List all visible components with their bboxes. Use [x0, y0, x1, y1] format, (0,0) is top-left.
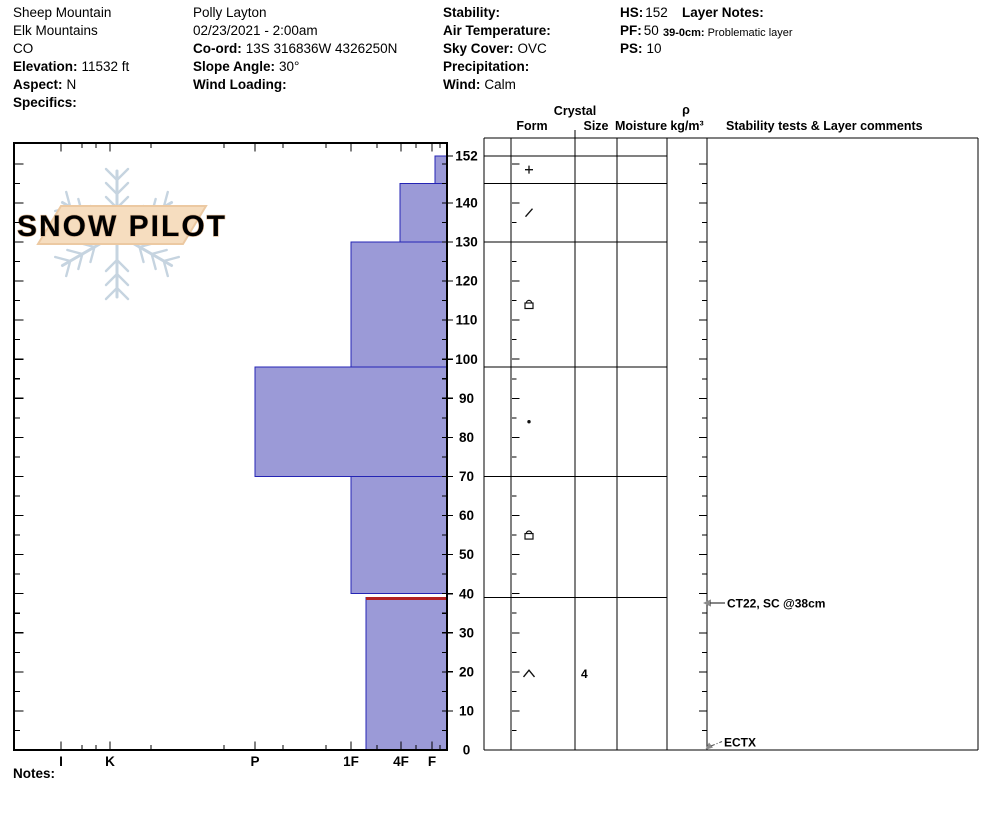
snow-depth-header: [620, 4, 668, 58]
hardness-tick-label: P: [250, 754, 260, 769]
grain-fcxr-icon: [525, 303, 533, 309]
layer-note-line: [663, 24, 793, 42]
sky-cover-label: Sky Cover:: [443, 41, 514, 56]
sky-cover-value: OVC: [517, 41, 547, 56]
slope-angle-value: 30°: [279, 59, 300, 74]
crystal-group-header: Crystal: [553, 104, 597, 118]
observation-datetime: 02/23/2021 - 2:00am: [193, 23, 318, 38]
layer-table-grid: [484, 130, 978, 750]
mountain-range: Elk Mountains: [13, 23, 98, 38]
snow-layer-bars: [255, 156, 447, 750]
hs-label: HS:: [620, 5, 644, 20]
pf-label: PF:: [620, 23, 642, 38]
layer-notes-label: Layer Notes:: [682, 5, 764, 20]
coord-value: 13S 316836W 4326250N: [245, 41, 398, 56]
snow-profile-chart: [0, 130, 994, 790]
specifics-label: Specifics:: [13, 95, 77, 110]
depth-tick-label: 0: [462, 742, 471, 758]
stability-test-annotations: [703, 596, 825, 750]
depth-tick-label: 140: [455, 195, 478, 211]
aspect-label: Aspect:: [13, 77, 63, 92]
hardness-tick-label: 1F: [343, 754, 359, 769]
depth-tick-label: 90: [458, 390, 475, 406]
depth-tick-label: 130: [455, 234, 478, 250]
form-column-header: Form: [516, 119, 548, 133]
notes-label: Notes:: [13, 766, 56, 781]
grain-fcxr-icon: [525, 534, 533, 540]
snow-layer-bar: [351, 476, 447, 593]
hardness-tick-label: 4F: [393, 754, 409, 769]
hardness-tick-label: I: [59, 754, 63, 769]
depth-tick-label: 50: [458, 547, 475, 563]
layer-note-range: 39-0cm:: [663, 27, 705, 39]
elevation-label: Elevation:: [13, 59, 78, 74]
density-units-header: kg/m³: [670, 119, 704, 133]
elevation-value: 11532 ft: [81, 59, 130, 74]
comments-column-header: Stability tests & Layer comments: [726, 119, 923, 133]
slope-angle-label: Slope Angle:: [193, 59, 276, 74]
hardness-tick-label: K: [105, 754, 115, 769]
aspect-value: N: [66, 77, 77, 92]
depth-tick-label: 40: [458, 586, 475, 602]
state: CO: [13, 41, 34, 56]
weather-header: [443, 4, 551, 94]
snow-layer-bar: [366, 598, 447, 750]
grain-form-symbols: [524, 166, 589, 681]
location-header: [13, 4, 129, 112]
depth-tick-label: 70: [458, 469, 475, 485]
snow-layer-bar: [435, 156, 447, 183]
observer-name: Polly Layton: [193, 5, 267, 20]
ect-test-result: ECTX: [724, 735, 757, 750]
depth-tick-label: 30: [458, 625, 475, 641]
ps-label: PS:: [620, 41, 643, 56]
snow-layer-bar: [400, 183, 447, 242]
size-column-header: Size: [583, 119, 609, 133]
moisture-column-header: Moisture: [614, 119, 668, 133]
snow-layer-bar: [255, 367, 447, 476]
wind-label: Wind:: [443, 77, 481, 92]
grain-pp-icon: [525, 166, 533, 174]
hs-value: 152: [645, 5, 668, 20]
grain-size-value: 4: [581, 667, 588, 682]
watermark-text: SNOW PILOT: [17, 210, 227, 243]
wind-value: Calm: [484, 77, 516, 92]
site-name: Sheep Mountain: [13, 5, 112, 20]
snow-layer-bar: [351, 242, 447, 367]
depth-tick-label: 10: [458, 703, 475, 719]
depth-tick-label: 120: [455, 273, 478, 289]
depth-tick-label: 80: [458, 429, 475, 445]
pf-value: 50: [643, 23, 659, 38]
ps-value: 10: [646, 41, 662, 56]
depth-tick-label: 20: [458, 664, 475, 680]
layer-notes-header: [682, 4, 764, 22]
ct-test-result: CT22, SC @38cm: [727, 596, 826, 611]
grain-dh-icon: [524, 670, 535, 677]
wind-loading-label: Wind Loading:: [193, 77, 287, 92]
depth-tick-label: 60: [458, 508, 475, 524]
grain-df-icon: [526, 209, 533, 217]
depth-tick-label: 152: [455, 148, 478, 164]
hardness-tick-label: F: [427, 754, 437, 769]
stability-label: Stability:: [443, 5, 501, 20]
depth-tick-label: 100: [455, 351, 478, 367]
depth-tick-label: 110: [455, 312, 478, 328]
snowpilot-watermark: [17, 169, 227, 299]
precipitation-label: Precipitation:: [443, 59, 530, 74]
grain-rg-icon: [527, 420, 530, 423]
layer-note-text: Problematic layer: [707, 27, 793, 39]
density-symbol-header: ρ: [682, 103, 690, 117]
observation-header: [193, 4, 397, 94]
coord-label: Co-ord:: [193, 41, 242, 56]
air-temp-label: Air Temperature:: [443, 23, 551, 38]
